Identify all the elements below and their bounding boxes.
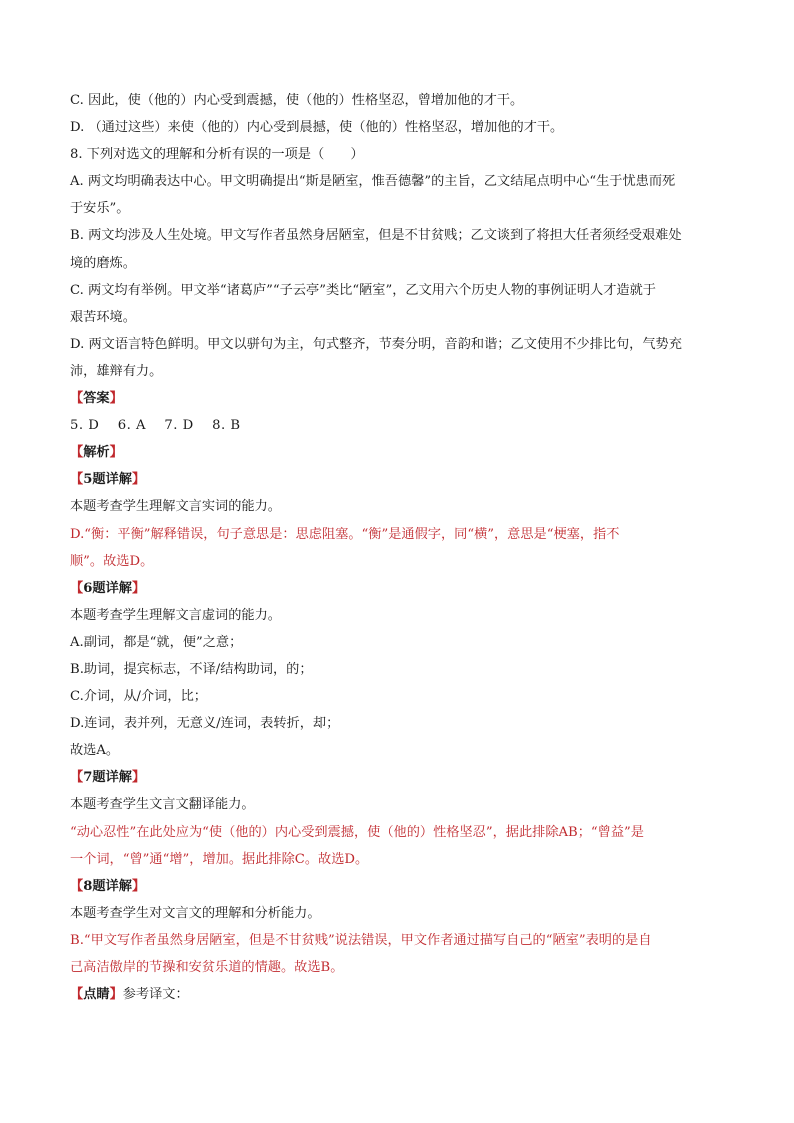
bracket-close: 】 [109, 987, 123, 1003]
bracket-open: 【 [70, 445, 84, 461]
bracket-open: 【 [70, 987, 84, 1003]
bracket-open: 【 [70, 391, 84, 407]
answer-text: 5. D 6. A 7. D 8. B [70, 418, 241, 434]
document-page [70, 92, 730, 1013]
pointer-text: 参考译文： [122, 987, 189, 1003]
detail6-item-b: B.助词，提宾标志，不译/结构助词，的； [70, 661, 313, 677]
q8-option-a-line1: A. 两文均明确表达中心。甲文明确提出“斯是陋室，惟吾德馨”的主旨，乙文结尾点明中心“生于忧患而死 [70, 174, 676, 190]
pointer-line [70, 986, 730, 1004]
detail7-intro: 本题考查学生文言文翻译能力。 [70, 797, 255, 813]
detail6-item-c: C.介词，从/介词，比； [70, 689, 207, 705]
detail7-explanation-line2: 一个词，“曾”通“增”，增加。据此排除C。故选D。 [70, 851, 369, 867]
detail8-explanation-line2: 己高洁傲岸的节操和安贫乐道的情趣。故选B。 [70, 960, 344, 975]
pointer-heading-label: 点睛 [83, 987, 110, 1003]
detail8-heading-label: 8题详解 [83, 878, 132, 894]
q8-option-a-line2: 于安乐”。 [70, 201, 130, 217]
detail7-heading [70, 769, 730, 787]
detail5-heading-label: 5题详解 [83, 472, 132, 488]
bracket-close: 】 [131, 770, 146, 786]
bracket-open: 【 [70, 472, 84, 488]
detail7-heading-label: 7题详解 [83, 770, 132, 786]
bracket-close: 】 [109, 391, 123, 407]
q8-option-c-line2: 艰苦环境。 [70, 309, 136, 325]
detail6-conclusion: 故选A。 [70, 743, 120, 759]
detail6-intro: 本题考查学生理解文言虚词的能力。 [70, 607, 281, 623]
answer-heading [70, 390, 730, 408]
detail5-explanation-line1: D.“衡：平衡”解释错误，句子意思是：思虑阻塞。“衡”是通假字，同“横”，意思是“梗塞，指不 [70, 526, 620, 542]
q8-option-b-line2: 境的磨炼。 [70, 255, 136, 271]
q8-option-d-line2: 沛，雄辩有力。 [70, 363, 163, 379]
q7-option-d: D. （通过这些）来使（他的）内心受到晨撼，使（他的）性格坚忍，增加他的才干。 [70, 120, 564, 136]
detail8-heading [70, 878, 730, 896]
q8-stem: 8. 下列对选文的理解和分析有误的一项是（ ） [70, 147, 364, 163]
bracket-open: 【 [70, 878, 84, 894]
detail6-item-d: D.连词，表并列，无意义/连词，表转折，却； [70, 716, 340, 732]
detail5-explanation-line2: 顺”。故选D。 [70, 553, 154, 569]
analysis-heading [70, 444, 730, 462]
answer-heading-label: 答案 [83, 391, 110, 407]
detail5-intro: 本题考查学生理解文言实词的能力。 [70, 499, 281, 515]
q8-option-d-line1: D. 两文语言特色鲜明。甲文以骈句为主，句式整齐，节奏分明，音韵和谐；乙文使用不少排比句，气势充 [70, 336, 682, 352]
bracket-open: 【 [70, 580, 84, 596]
detail8-explanation-line1: B.“甲文写作者虽然身居陋室，但是不甘贫贱”说法错误，甲文作者通过描写自己的“陋室”表明的是自 [70, 932, 652, 948]
detail7-explanation-line1: “动心忍性”在此处应为“使（他的）内心受到震撼，使（他的）性格坚忍”，据此排除AB；“曾益”是 [70, 824, 644, 840]
detail8-intro: 本题考查学生对文言文的理解和分析能力。 [70, 905, 321, 921]
q7-option-c: C. 因此，使（他的）内心受到震撼，使（他的）性格坚忍，曾增加他的才干。 [70, 93, 524, 108]
detail6-heading [70, 580, 730, 598]
bracket-close: 】 [131, 472, 146, 488]
detail5-heading [70, 471, 730, 489]
analysis-heading-label: 解析 [83, 445, 110, 461]
detail6-heading-label: 6题详解 [83, 580, 132, 596]
bracket-close: 】 [131, 878, 146, 894]
q8-option-c-line1: C. 两文均有举例。甲文举“诸葛庐”“子云亭”类比“陋室”，乙文用六个历史人物的事例证明人才造就于 [70, 282, 656, 298]
bracket-close: 】 [131, 580, 146, 596]
bracket-open: 【 [70, 770, 84, 786]
detail6-item-a: A.副词，都是“就，便”之意； [70, 634, 243, 650]
q8-option-b-line1: B. 两文均涉及人生处境。甲文写作者虽然身居陋室，但是不甘贫贱；乙文谈到了将担大任者须经受艰难处 [70, 228, 682, 244]
bracket-close: 】 [109, 445, 123, 461]
